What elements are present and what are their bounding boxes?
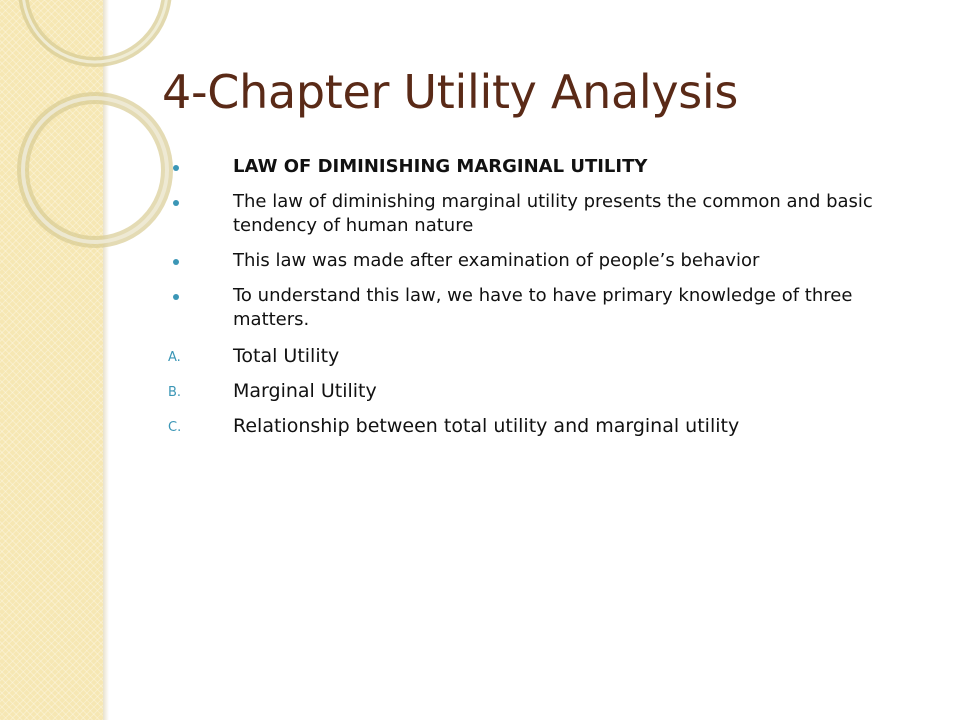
bullet-dot-icon [173, 259, 179, 265]
bullet-text: This law was made after examination of people’s behavior [233, 250, 760, 271]
bullet-text: To understand this law, we have to have primary knowledge of three matters. [233, 285, 853, 330]
lettered-item-total-utility [168, 343, 908, 369]
bullet-item-tendency [168, 190, 908, 238]
list-letter: B. [168, 385, 182, 400]
lettered-text: Total Utility [233, 345, 340, 367]
decorative-ring-large-inner [23, 0, 167, 62]
bullet-dot-icon [173, 165, 179, 171]
list-letter: A. [168, 350, 181, 365]
bullet-dot-icon [173, 294, 179, 300]
slide-content [168, 155, 908, 448]
bullet-item-understand [168, 284, 908, 332]
decorative-ring-large [23, 0, 167, 62]
list-letter: C. [168, 420, 182, 435]
bullet-dot-icon [173, 200, 179, 206]
lettered-item-relationship [168, 413, 908, 439]
bullet-text: The law of diminishing marginal utility presents the common and basic tendency of human nature [233, 191, 873, 236]
bullet-item-law-heading [168, 155, 908, 179]
decorative-ring-small-inner [23, 98, 167, 242]
bullet-text: LAW OF DIMINISHING MARGINAL UTILITY [233, 156, 648, 177]
slide-title: 4-Chapter Utility Analysis [162, 65, 739, 119]
bullet-item-examination [168, 249, 908, 273]
lettered-item-marginal-utility [168, 378, 908, 404]
lettered-text: Relationship between total utility and marginal utility [233, 415, 740, 437]
lettered-text: Marginal Utility [233, 380, 377, 402]
